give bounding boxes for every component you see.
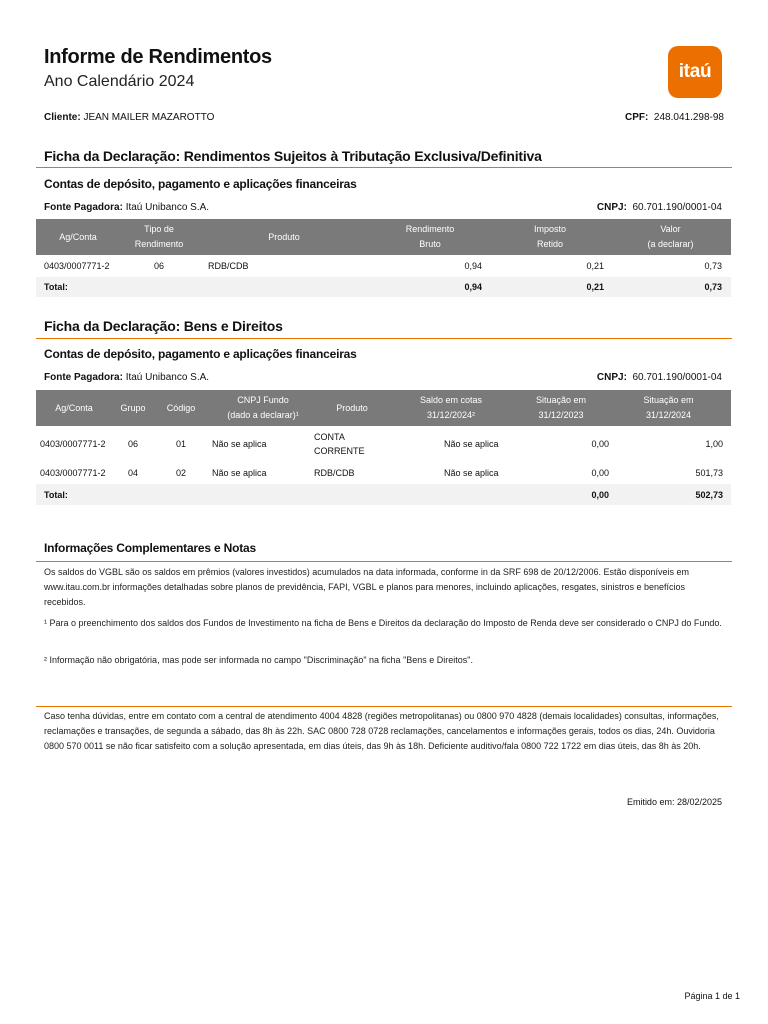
cell-sit-2024: 1,00	[705, 439, 723, 449]
contact-rule	[36, 706, 732, 707]
col-header: Ag/Conta	[59, 231, 97, 242]
col-header: Código	[166, 402, 196, 413]
col-header: CNPJ Fundo (dado a declarar)¹	[227, 395, 299, 420]
total-bruto: 0,94	[464, 282, 482, 292]
total-retido: 0,21	[586, 282, 604, 292]
cell-cnpj-fundo: Não se aplica	[212, 439, 267, 449]
section2-rule	[36, 338, 732, 339]
col-header: Valor (a declarar)	[647, 224, 694, 249]
cell-conta: 0403/0007771-2	[40, 439, 106, 449]
client-info	[44, 112, 214, 123]
notes-p1: Os saldos do VGBL são os saldos em prêmios (valores investidos) acumulados na data informada, conforme in da SRF 698 de 20/12/2006. Estão disponíveis em www.itau.com.br informações detalhadas sobre planos de previdência, FAPI, VGBL e planos para menores, incluindo aplicações, resgates, sinistros e benefícios recebidos.	[44, 567, 690, 607]
payer-label: Fonte Pagadora:	[44, 202, 123, 213]
itau-logo	[668, 46, 722, 98]
emitted-date: Emitido em: 28/02/2025	[626, 797, 722, 807]
payer-info	[44, 372, 209, 383]
cell-produto: RDB/CDB	[208, 261, 249, 271]
payer-name: Itaú Unibanco S.A.	[125, 372, 210, 383]
section1-table-header	[36, 219, 731, 255]
payer-label: Fonte Pagadora:	[44, 372, 123, 383]
cpf-value: 248.041.298-98	[653, 112, 724, 123]
total-sit-2023: 0,00	[591, 489, 609, 500]
section1-title: Ficha da Declaração: Rendimentos Sujeitos à Tributação Exclusiva/Definitiva	[44, 148, 542, 164]
col-header: Situação em 31/12/2024	[643, 395, 694, 420]
cell-produto: RDB/CDB	[314, 468, 355, 478]
section2-title: Ficha da Declaração: Bens e Direitos	[44, 318, 283, 334]
section1-rule	[36, 167, 732, 168]
notes-rule	[36, 561, 732, 562]
page-number: Página 1 de 1	[684, 991, 740, 1001]
cell-cnpj-fundo: Não se aplica	[212, 468, 267, 478]
col-header: Grupo	[120, 402, 146, 413]
payer-name: Itaú Unibanco S.A.	[125, 202, 210, 213]
page-subtitle: Ano Calendário 2024	[44, 73, 195, 90]
col-header: Situação em 31/12/2023	[535, 395, 587, 420]
cell-conta: 0403/0007771-2	[40, 468, 106, 478]
cell-saldo-cotas: Não se aplica	[444, 439, 499, 449]
section2-payer-row	[44, 372, 722, 383]
logo-text: itaú	[678, 61, 712, 82]
cell-sit-2023: 0,00	[591, 468, 609, 478]
notes-title: Informações Complementares e Notas	[44, 541, 256, 555]
cell-codigo: 02	[175, 468, 186, 478]
col-header: Ag/Conta	[55, 402, 93, 413]
cnpj-label: CNPJ:	[596, 202, 627, 213]
cell-bruto: 0,94	[464, 261, 482, 271]
total-row	[36, 484, 731, 505]
notes-p2: ¹ Para o preenchimento dos saldos dos Fundos de Investimento na ficha de Bens e Direitos da declaração do Imposto de Renda deve ser considerado o CNPJ do Fundo.	[44, 618, 722, 628]
page-title: Informe de Rendimentos	[44, 46, 272, 68]
contact-text: Caso tenha dúvidas, entre em contato com a central de atendimento 4004 4828 (regiões metropolitanas) ou 0800 970 4828 (demais localidades) consultas, informações, reclamações e transações, de segunda a sábado, das 8h às 22h. SAC 0800 728 0728 reclamações, cancelamentos e informações gerais, todos os dias, 24h. Ouvidoria 0800 570 0011 se não ficar satisfeito com a solução apresentada, em dias úteis, das 9h às 18h. Deficiente auditivo/fala 0800 722 1722 em dias úteis, das 8h às 20h.	[44, 711, 719, 751]
cell-produto: CONTA CORRENTE	[314, 432, 365, 456]
total-label: Total:	[44, 282, 68, 292]
col-header: Rendimento Bruto	[405, 224, 455, 249]
table-row	[36, 426, 731, 462]
cell-grupo: 06	[127, 439, 138, 449]
payer-info	[44, 202, 209, 213]
col-header: Produto	[336, 402, 368, 413]
cnpj-value: 60.701.190/0001-04	[632, 202, 722, 213]
client-name: JEAN MAILER MAZAROTTO	[83, 112, 215, 123]
col-header: Imposto Retido	[533, 224, 566, 249]
cell-grupo: 04	[127, 468, 138, 478]
cpf-info	[625, 112, 724, 123]
total-row	[36, 277, 731, 297]
section2-table-header	[36, 390, 731, 426]
table-row	[36, 462, 731, 484]
cell-sit-2024: 501,73	[695, 468, 723, 478]
cell-saldo-cotas: Não se aplica	[444, 468, 499, 478]
total-label: Total:	[44, 489, 68, 500]
cell-retido: 0,21	[586, 261, 604, 271]
table-row	[36, 255, 731, 277]
total-valor: 0,73	[704, 282, 722, 292]
client-row	[44, 112, 724, 123]
col-header: Saldo em cotas 31/12/2024²	[419, 395, 483, 420]
section2-subtitle: Contas de depósito, pagamento e aplicações financeiras	[44, 347, 357, 361]
section1-payer-row	[44, 202, 722, 213]
notes-p3: ² Informação não obrigatória, mas pode ser informada no campo "Discriminação" na ficha "Bens e Direitos".	[44, 655, 473, 665]
cpf-label: CPF:	[625, 112, 649, 123]
cnpj-label: CNPJ:	[596, 372, 627, 383]
cnpj-value: 60.701.190/0001-04	[632, 372, 722, 383]
total-sit-2024: 502,73	[695, 489, 723, 500]
cnpj-info	[597, 202, 722, 213]
cell-valor: 0,73	[704, 261, 722, 271]
section1-subtitle: Contas de depósito, pagamento e aplicações financeiras	[44, 177, 357, 191]
cnpj-info	[597, 372, 722, 383]
cell-tipo: 06	[153, 261, 164, 271]
cell-codigo: 01	[175, 439, 186, 449]
col-header: Produto	[268, 231, 300, 242]
cell-sit-2023: 0,00	[591, 439, 609, 449]
client-label: Cliente:	[44, 112, 81, 123]
cell-conta: 0403/0007771-2	[44, 261, 110, 271]
col-header: Tipo de Rendimento	[134, 224, 184, 249]
